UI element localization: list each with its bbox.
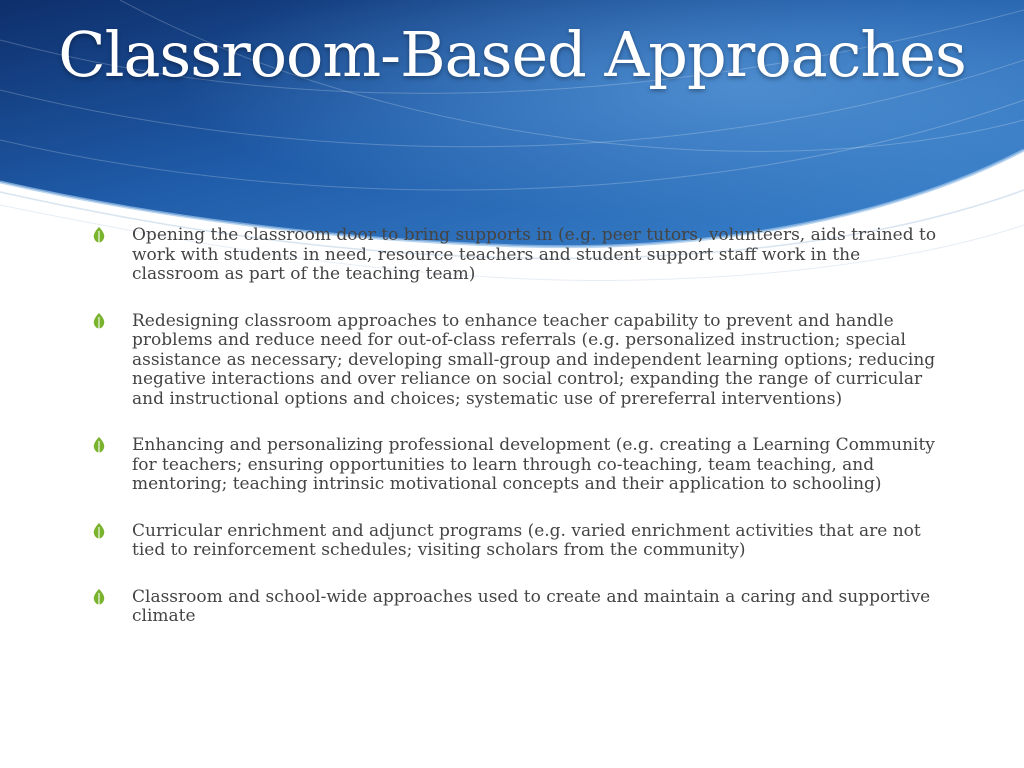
bullet-item (90, 588, 940, 627)
bullet-list (90, 226, 940, 654)
leaf-bullet-icon (92, 313, 106, 330)
bullet-item (90, 226, 940, 285)
leaf-bullet-icon (92, 227, 106, 244)
bullet-item (90, 522, 940, 561)
bullet-text: Opening the classroom door to bring supports in (e.g. peer tutors, volunteers, aids trained to work with students in need, resource teachers and student support staff work in the classroom as part of the teaching team) (132, 225, 937, 284)
bullet-text: Enhancing and personalizing professional development (e.g. creating a Learning Community for teachers; ensuring opportunities to learn through co-teaching, team teaching, and mentoring; teaching intrinsic motivational concepts and their application to schooling) (132, 435, 935, 494)
bullet-text: Classroom and school-wide approaches used to create and maintain a caring and supportive climate (132, 586, 931, 626)
leaf-bullet-icon (92, 523, 106, 540)
bullet-item (90, 436, 940, 495)
bullet-text: Redesigning classroom approaches to enhance teacher capability to prevent and handle problems and reduce need for out-of-class referrals (e.g. personalized instruction; special assistance as necessary; developing small-group and independent learning options; reducing negative interactions and over reliance on social control; expanding the range of curricular and instructional options and choices; systematic use of prereferral interventions) (132, 310, 936, 409)
bullet-text: Curricular enrichment and adjunct programs (e.g. varied enrichment activities that are not tied to reinforcement schedules; visiting scholars from the community) (132, 520, 921, 560)
bullet-item (90, 312, 940, 410)
slide-title: Classroom-Based Approaches (58, 18, 966, 91)
leaf-bullet-icon (92, 437, 106, 454)
leaf-bullet-icon (92, 589, 106, 606)
